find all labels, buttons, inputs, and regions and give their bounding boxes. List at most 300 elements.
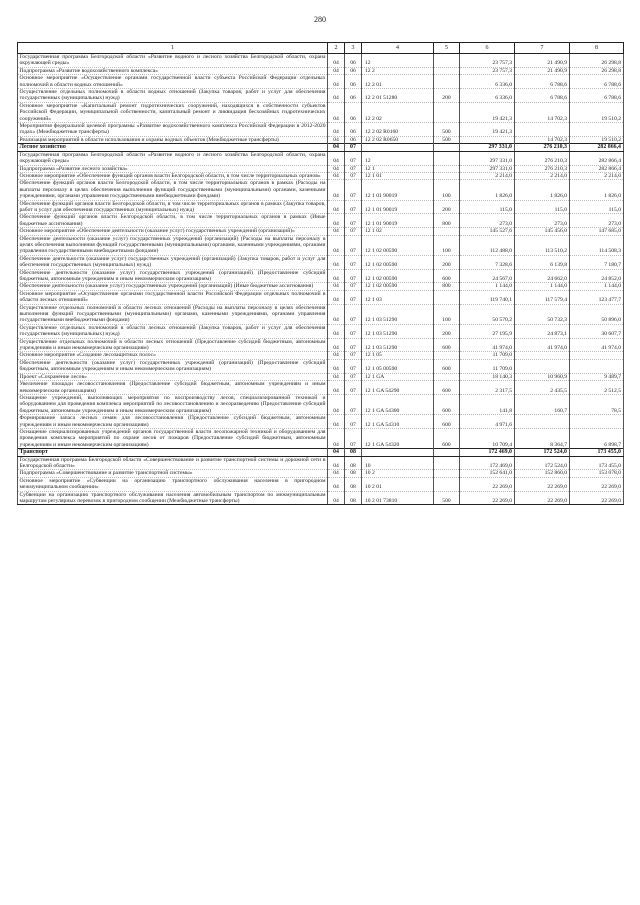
row-amount-year-2: 1 826,0 (515, 180, 570, 200)
row-expense-type: 600 (434, 338, 460, 352)
table-row (18, 214, 624, 228)
row-amount-year-1: 145 527,6 (460, 228, 515, 235)
row-amount-year-3: 7 180,7 (570, 255, 624, 269)
row-amount-year-3: 30 607,7 (570, 324, 624, 338)
row-name: Увеличение площади лесовосстановления (Предоставление субсидий бюджетным, автономным учреждениям и иным некоммерческим организациям) (19, 381, 326, 394)
row-amount-year-2: 2 435,5 (515, 381, 570, 395)
row-amount-year-2: 14 702,3 (515, 102, 570, 122)
row-amount-year-3: 22 269,0 (570, 477, 624, 491)
row-subsection: 08 (345, 456, 362, 470)
row-amount-year-2: 50 732,3 (515, 304, 570, 324)
table-row (18, 102, 624, 122)
column-header-2: 2 (328, 43, 345, 54)
row-target-article: 12 (362, 151, 434, 165)
row-target-article: 12 1 02 00590 (362, 269, 434, 283)
row-amount-year-2: 14 702,3 (515, 136, 570, 143)
row-expense-type: 200 (434, 324, 460, 338)
row-subsection: 07 (345, 228, 362, 235)
row-expense-type: 600 (434, 394, 460, 414)
row-target-article: 12 2 02 R0650 (362, 136, 434, 143)
row-name: Основное мероприятие «Капитальный ремонт гидротехнических сооружений, находящихся в собственности субъектов Российской Федерации, муниципальной собственности, капитальный ремонт и ликвидация бесхозяйных гидротехнических сооружений» (19, 102, 326, 122)
row-section: 04 (328, 180, 345, 200)
row-amount-year-3: 26 298,8 (570, 67, 624, 74)
row-subsection: 07 (345, 255, 362, 269)
row-target-article: 12 1 GA 54290 (362, 381, 434, 395)
row-expense-type: 600 (434, 428, 460, 448)
row-section: 04 (328, 352, 345, 359)
row-amount-year-2: 22 269,0 (515, 491, 570, 505)
column-header-4: 4 (362, 43, 434, 54)
row-expense-type (434, 144, 460, 151)
table-row (18, 255, 624, 269)
table-row (18, 228, 624, 235)
row-amount-year-2: 160,7 (515, 394, 570, 414)
row-target-article: 12 1 02 00590 (362, 255, 434, 269)
row-name: Транспорт (18, 449, 328, 456)
row-expense-type: 600 (434, 415, 460, 429)
row-amount-year-3 (570, 123, 624, 137)
row-section: 04 (328, 477, 345, 491)
row-expense-type: 600 (434, 269, 460, 283)
row-name: Подпрограмма «Совершенствование и развитие транспортной системы» (18, 470, 328, 477)
row-section: 04 (328, 428, 345, 448)
row-amount-year-3: 2 512,5 (570, 381, 624, 395)
row-amount-year-3: 173 455,0 (570, 456, 624, 470)
row-subsection: 06 (345, 75, 362, 89)
column-header-6: 6 (460, 43, 515, 54)
table-row (18, 151, 624, 165)
row-section: 04 (328, 449, 345, 456)
row-section: 04 (328, 89, 345, 103)
row-section: 04 (328, 235, 345, 255)
row-amount-year-3: 9 489,7 (570, 373, 624, 380)
row-subsection: 07 (345, 338, 362, 352)
row-target-article: 12 2 (362, 67, 434, 74)
row-amount-year-3: 1 144,0 (570, 283, 624, 290)
row-amount-year-3: 115,0 (570, 200, 624, 214)
row-amount-year-2: 41 974,0 (515, 338, 570, 352)
row-expense-type: 500 (434, 136, 460, 143)
row-amount-year-1: 50 570,2 (460, 304, 515, 324)
row-section: 04 (328, 172, 345, 179)
row-section: 04 (328, 359, 345, 373)
row-subsection: 07 (345, 172, 362, 179)
row-subsection: 07 (345, 373, 362, 380)
row-name: Обеспечение функций органов власти Белгородской области, в том числе территориальных органов в рамках (Расходы на выплаты персоналу в целях обеспечения выполнения функций государственными (муниципальными) органами, казенными учреждениями, органами управления государственными внебюджетными фондами) (19, 180, 326, 200)
row-subsection: 07 (345, 283, 362, 290)
row-name: Государственная программа Белгородской области «Развитие водного и лесного хозяйства Белгородской области, охрана окружающей среды» (19, 151, 326, 165)
row-name: Оснащение учреждений, выполняющих мероприятия по воспроизводству лесов, специализированной техникой и оборудованием для проведения комплекса мероприятий по лесовосстановлению и лесоразведению (Предоставление субсидий бюджетным, автономным учреждениям и иным некоммерческим организациям) (19, 394, 326, 414)
row-name: Государственная программа Белгородской области «Совершенствование и развитие транспортной системы и дорожной сети в Белгородской области» (19, 456, 326, 469)
row-target-article: 12 1 02 (362, 228, 434, 235)
row-amount-year-2: 21 490,9 (515, 54, 570, 68)
row-expense-type (434, 228, 460, 235)
row-amount-year-1: 297 331,0 (460, 151, 515, 165)
row-name: Обеспечение деятельности (оказание услуг) государственных учреждений (организаций) (Иные бюджетные ассигнования) (18, 283, 328, 290)
row-expense-type (434, 75, 460, 89)
row-amount-year-1: 7 328,6 (460, 255, 515, 269)
row-name: Мероприятия федеральной целевой программы «Развитие водохозяйственного комплекса Российской Федерации в 2012-2020 годах» (Межбюджетные трансферты) (19, 123, 326, 136)
row-expense-type (434, 165, 460, 172)
row-amount-year-2: 152 860,0 (515, 470, 570, 477)
row-section: 04 (328, 269, 345, 283)
row-name: Осуществление отдельных полномочий в области лесных отношений (Закупка товаров, работ и услуг для обеспечения государственных (муниципальных) нужд) (19, 324, 326, 338)
row-target-article: 12 1 GA 54320 (362, 428, 434, 448)
row-amount-year-2: 22 269,0 (515, 477, 570, 491)
row-expense-type (434, 151, 460, 165)
row-amount-year-3 (570, 359, 624, 373)
row-amount-year-3: 41 974,0 (570, 338, 624, 352)
row-amount-year-3: 78,5 (570, 394, 624, 414)
row-target-article: 12 1 GA 54310 (362, 415, 434, 429)
row-amount-year-1: 19 421,3 (460, 102, 515, 122)
row-amount-year-2: 6 139,8 (515, 255, 570, 269)
row-target-article: 12 1 03 51290 (362, 338, 434, 352)
row-subsection: 07 (345, 165, 362, 172)
row-section: 04 (328, 165, 345, 172)
row-name: Формирование запаса лесных семян для лесовосстановления (Предоставление субсидий бюджетным, автономным учреждениям и иным некоммерческим организациям) (19, 415, 326, 428)
row-amount-year-2: 24 873,1 (515, 324, 570, 338)
row-target-article: 12 2 01 51280 (362, 89, 434, 103)
row-amount-year-3: 173 455,0 (570, 449, 624, 456)
table-row (18, 338, 624, 352)
row-name: Государственная программа Белгородской области «Развитие водного и лесного хозяйства Белгородской области, охрана окружающей среды» (19, 54, 326, 67)
row-amount-year-2: 115,0 (515, 200, 570, 214)
table-row (18, 359, 624, 373)
row-subsection: 06 (345, 123, 362, 137)
row-amount-year-1: 19 421,3 (460, 123, 515, 137)
row-section: 04 (328, 75, 345, 89)
row-name: Осуществление отдельных полномочий в области лесных отношений (Предоставление субсидий бюджетным, автономным учреждениям и иным некоммерческим организациям) (19, 338, 326, 352)
row-expense-type: 600 (434, 359, 460, 373)
section-total-row (18, 449, 624, 456)
row-expense-type (434, 54, 460, 68)
row-subsection: 06 (345, 136, 362, 143)
row-target-article (362, 144, 434, 151)
row-expense-type (434, 477, 460, 491)
row-amount-year-2: 6 788,6 (515, 89, 570, 103)
row-subsection: 07 (345, 394, 362, 414)
row-section: 04 (328, 381, 345, 395)
row-section: 04 (328, 102, 345, 122)
row-target-article (362, 449, 434, 456)
page-number: 280 (314, 15, 326, 24)
table-row (18, 373, 624, 380)
row-expense-type: 100 (434, 235, 460, 255)
table-row (18, 477, 624, 491)
row-amount-year-3: 26 298,8 (570, 54, 624, 68)
row-name: Обеспечение деятельности (оказание услуг) государственных учреждений (организаций) (Закупка товаров, работ и услуг для обеспечения государственных (муниципальных) нужд) (19, 255, 326, 269)
table-row (18, 290, 624, 304)
row-expense-type (434, 470, 460, 477)
row-subsection: 06 (345, 54, 362, 68)
row-name: Подпрограмма «Развитие водохозяйственного комплекса» (18, 67, 328, 74)
row-target-article: 12 1 GA 54300 (362, 394, 434, 414)
table-row (18, 415, 624, 429)
row-amount-year-3: 19 510,2 (570, 102, 624, 122)
row-amount-year-3: 6 788,6 (570, 75, 624, 89)
row-amount-year-3: 153 078,0 (570, 470, 624, 477)
table-body (18, 54, 624, 505)
row-amount-year-3: 6 898,7 (570, 428, 624, 448)
table-row (18, 381, 624, 395)
row-expense-type: 100 (434, 180, 460, 200)
row-section: 04 (328, 491, 345, 505)
row-amount-year-2 (515, 415, 570, 429)
row-target-article: 12 1 01 (362, 172, 434, 179)
row-amount-year-2: 6 788,6 (515, 75, 570, 89)
row-section: 04 (328, 324, 345, 338)
row-section: 04 (328, 144, 345, 151)
row-amount-year-2: 113 510,2 (515, 235, 570, 255)
row-name: Осуществление отдельных полномочий в области лесных отношений (Расходы на выплаты персоналу в целях обеспечения выполнения функций государственными (муниципальными) органами, казенными учреждениями, органами управления государственными внебюджетными фондами) (19, 304, 326, 324)
row-amount-year-1: 4 971,6 (460, 415, 515, 429)
row-section: 04 (328, 54, 345, 68)
row-subsection: 07 (345, 352, 362, 359)
row-amount-year-1: 11 709,0 (460, 359, 515, 373)
table-row (18, 491, 624, 505)
row-target-article: 12 2 02 (362, 102, 434, 122)
row-expense-type: 800 (434, 214, 460, 228)
row-amount-year-3 (570, 352, 624, 359)
row-target-article: 12 1 01 90019 (362, 180, 434, 200)
table-row (18, 172, 624, 179)
row-section: 04 (328, 290, 345, 304)
row-amount-year-2 (515, 359, 570, 373)
row-amount-year-3: 123 477,7 (570, 290, 624, 304)
row-subsection: 07 (345, 144, 362, 151)
row-subsection: 07 (345, 151, 362, 165)
row-amount-year-2: 172 524,0 (515, 456, 570, 470)
row-amount-year-2: 276 210,3 (515, 151, 570, 165)
row-amount-year-3: 282 866,4 (570, 165, 624, 172)
row-amount-year-1: 18 140,3 (460, 373, 515, 380)
row-subsection: 07 (345, 290, 362, 304)
row-amount-year-3: 24 852,0 (570, 269, 624, 283)
row-amount-year-1: 2 214,0 (460, 172, 515, 179)
row-section: 04 (328, 214, 345, 228)
row-section: 04 (328, 415, 345, 429)
row-target-article: 12 1 02 00590 (362, 235, 434, 255)
row-target-article: 12 1 GA (362, 373, 434, 380)
row-expense-type: 800 (434, 283, 460, 290)
row-amount-year-2: 8 364,7 (515, 428, 570, 448)
row-name: Основное мероприятие «Осуществление органами государственной власти субъекта Российской Федерации отдельных полномочий в области водных отношений» (19, 75, 326, 88)
row-section: 04 (328, 228, 345, 235)
row-amount-year-3 (570, 415, 624, 429)
table-row (18, 180, 624, 200)
table-row (18, 269, 624, 283)
row-name: Обеспечение деятельности (оказание услуг) государственных учреждений (организаций) (Предоставление субсидий бюджетным, автономным учреждениям и иным некоммерческим организациям) (19, 359, 326, 373)
row-amount-year-2: 172 524,0 (515, 449, 570, 456)
table-row (18, 352, 624, 359)
row-subsection: 06 (345, 89, 362, 103)
table-row (18, 54, 624, 68)
row-amount-year-2: 117 579,4 (515, 290, 570, 304)
row-subsection: 08 (345, 491, 362, 505)
table-row (18, 123, 624, 137)
row-amount-year-1: 22 269,0 (460, 491, 515, 505)
row-section: 04 (328, 136, 345, 143)
row-target-article: 10 2 (362, 470, 434, 477)
row-amount-year-1: 115,0 (460, 200, 515, 214)
row-amount-year-3: 282 866,4 (570, 151, 624, 165)
row-section: 04 (328, 456, 345, 470)
row-target-article: 12 1 03 (362, 290, 434, 304)
row-amount-year-2 (515, 123, 570, 137)
row-section: 04 (328, 283, 345, 290)
row-amount-year-1: 2 317,5 (460, 381, 515, 395)
table-row (18, 324, 624, 338)
row-amount-year-1: 172 469,0 (460, 449, 515, 456)
row-target-article: 12 2 02 R0160 (362, 123, 434, 137)
row-amount-year-2: 21 490,9 (515, 67, 570, 74)
row-amount-year-2: 24 662,0 (515, 269, 570, 283)
row-expense-type: 600 (434, 381, 460, 395)
row-amount-year-1: 119 740,1 (460, 290, 515, 304)
row-amount-year-1: 6 336,0 (460, 75, 515, 89)
row-expense-type: 500 (434, 123, 460, 137)
row-name: Обеспечение деятельности (оказание услуг) государственных учреждений (организаций) (Предоставление субсидий бюджетным, автономным учреждениям и иным некоммерческим организациям) (19, 269, 326, 282)
table-row (18, 235, 624, 255)
section-total-row (18, 144, 624, 151)
row-amount-year-1: 297 331,0 (460, 165, 515, 172)
row-subsection: 07 (345, 381, 362, 395)
table-row (18, 470, 624, 477)
row-amount-year-1 (460, 136, 515, 143)
table-row (18, 394, 624, 414)
row-subsection: 07 (345, 415, 362, 429)
row-target-article: 12 2 01 (362, 75, 434, 89)
row-subsection: 07 (345, 235, 362, 255)
row-amount-year-1: 141,8 (460, 394, 515, 414)
row-target-article: 10 2 01 (362, 477, 434, 491)
row-subsection: 07 (345, 180, 362, 200)
row-name: Осуществление отдельных полномочий в области водных отношений (Закупка товаров, работ и услуг для обеспечения государственных (муниципальных) нужд) (19, 89, 326, 102)
row-target-article: 12 1 05 (362, 352, 434, 359)
row-section: 04 (328, 151, 345, 165)
row-amount-year-2 (515, 352, 570, 359)
row-amount-year-1: 27 195,9 (460, 324, 515, 338)
row-target-article: 12 1 02 00590 (362, 283, 434, 290)
row-expense-type: 200 (434, 89, 460, 103)
row-name: Основное мероприятие «Субвенции на организацию транспортного обслуживания населения в пригородном межмуниципальном сообщении» (19, 477, 326, 491)
table-row (18, 283, 624, 290)
row-subsection: 07 (345, 304, 362, 324)
row-amount-year-3: 6 788,6 (570, 89, 624, 103)
row-amount-year-2: 1 144,0 (515, 283, 570, 290)
row-expense-type (434, 449, 460, 456)
table-row (18, 67, 624, 74)
table-row (18, 304, 624, 324)
row-amount-year-1: 152 641,0 (460, 470, 515, 477)
column-header-7: 7 (515, 43, 570, 54)
row-name: Лесное хозяйство (18, 144, 328, 151)
column-header-5: 5 (434, 43, 460, 54)
row-amount-year-2: 276 210,3 (515, 144, 570, 151)
row-subsection: 06 (345, 67, 362, 74)
table-row (18, 200, 624, 214)
row-name: Обеспечение функций органов власти Белгородской области, в том числе территориальных органов в рамках (Закупка товаров, работ и услуг для обеспечения государственных (муниципальных) нужд) (19, 200, 326, 213)
row-subsection: 08 (345, 449, 362, 456)
row-subsection: 08 (345, 477, 362, 491)
row-amount-year-1: 1 826,0 (460, 180, 515, 200)
column-header-1: 1 (18, 43, 328, 54)
row-amount-year-1: 297 331,0 (460, 144, 515, 151)
row-name: Обеспечение деятельности (оказание услуг) государственных учреждений (организаций) (Расходы на выплаты персоналу в целях обеспечения выполнения функций государственными (муниципальными) органами, казенными учреждениями, органами управления государственными внебюджетными фондами) (19, 235, 326, 255)
column-header-8: 8 (570, 43, 624, 54)
row-expense-type (434, 102, 460, 122)
row-target-article: 12 1 01 90019 (362, 214, 434, 228)
row-name: Реализация мероприятий в области использования и охраны водных объектов (Межбюджетные трансферты) (18, 136, 328, 143)
row-amount-year-1: 172 469,0 (460, 456, 515, 470)
row-name: Подпрограмма «Развитие лесного хозяйства» (18, 165, 328, 172)
row-name: Оснащение специализированных учреждений органов государственной власти лесопожарной техникой и оборудованием для проведения комплекса мероприятий по охране лесов от пожаров (Предоставление субсидий бюджетным, автономным учреждениям и иным некоммерческим организациям) (19, 428, 326, 448)
row-section: 04 (328, 470, 345, 477)
row-amount-year-3: 273,0 (570, 214, 624, 228)
row-expense-type: 100 (434, 304, 460, 324)
row-expense-type: 500 (434, 491, 460, 505)
row-amount-year-2: 145 456,0 (515, 228, 570, 235)
row-expense-type (434, 456, 460, 470)
row-expense-type (434, 352, 460, 359)
row-section: 04 (328, 123, 345, 137)
budget-table (17, 42, 624, 505)
row-section: 04 (328, 200, 345, 214)
row-name: Основное мероприятие «Обеспечение функций органов власти Белгородской области, в том числе территориальных органов» (18, 172, 328, 179)
table-row (18, 89, 624, 103)
row-target-article: 10 2 01 73810 (362, 491, 434, 505)
row-expense-type (434, 373, 460, 380)
row-subsection: 07 (345, 269, 362, 283)
row-name: Основное мероприятие «Осуществление органами государственной власти Российской Федерации отдельных полномочий в области лесных отношений» (19, 290, 326, 304)
row-amount-year-3: 147 685,0 (570, 228, 624, 235)
row-target-article: 12 1 05 00590 (362, 359, 434, 373)
table-row (18, 75, 624, 89)
row-amount-year-3: 19 510,2 (570, 136, 624, 143)
row-subsection: 07 (345, 214, 362, 228)
row-section: 04 (328, 394, 345, 414)
table-header-row (18, 43, 624, 54)
row-amount-year-3: 2 214,0 (570, 172, 624, 179)
row-amount-year-2: 2 214,0 (515, 172, 570, 179)
row-target-article: 12 (362, 54, 434, 68)
row-name: Проект «Сохранение лесов» (18, 373, 328, 380)
row-section: 04 (328, 255, 345, 269)
row-expense-type: 200 (434, 255, 460, 269)
row-section: 04 (328, 304, 345, 324)
table-row (18, 456, 624, 470)
row-subsection: 06 (345, 102, 362, 122)
row-expense-type (434, 290, 460, 304)
row-target-article: 10 (362, 456, 434, 470)
row-section: 04 (328, 67, 345, 74)
row-target-article: 12 1 (362, 165, 434, 172)
row-subsection: 07 (345, 200, 362, 214)
row-expense-type (434, 67, 460, 74)
row-amount-year-1: 6 336,0 (460, 89, 515, 103)
row-name: Основное мероприятие «Создание лесозащитных полос» (18, 352, 328, 359)
row-amount-year-2: 273,0 (515, 214, 570, 228)
row-amount-year-2: 10 960,9 (515, 373, 570, 380)
row-amount-year-1: 23 757,3 (460, 54, 515, 68)
row-amount-year-3: 22 269,0 (570, 491, 624, 505)
row-name: Субвенции на организацию транспортного обслуживания населения автомобильным транспортом по межмуниципальным маршрутам регулярных перевозок в пригородном сообщении (Межбюджетные трансферты) (19, 491, 326, 504)
row-amount-year-3: 1 826,0 (570, 180, 624, 200)
row-amount-year-1: 24 567,0 (460, 269, 515, 283)
row-expense-type: 200 (434, 200, 460, 214)
row-amount-year-3: 114 508,3 (570, 235, 624, 255)
